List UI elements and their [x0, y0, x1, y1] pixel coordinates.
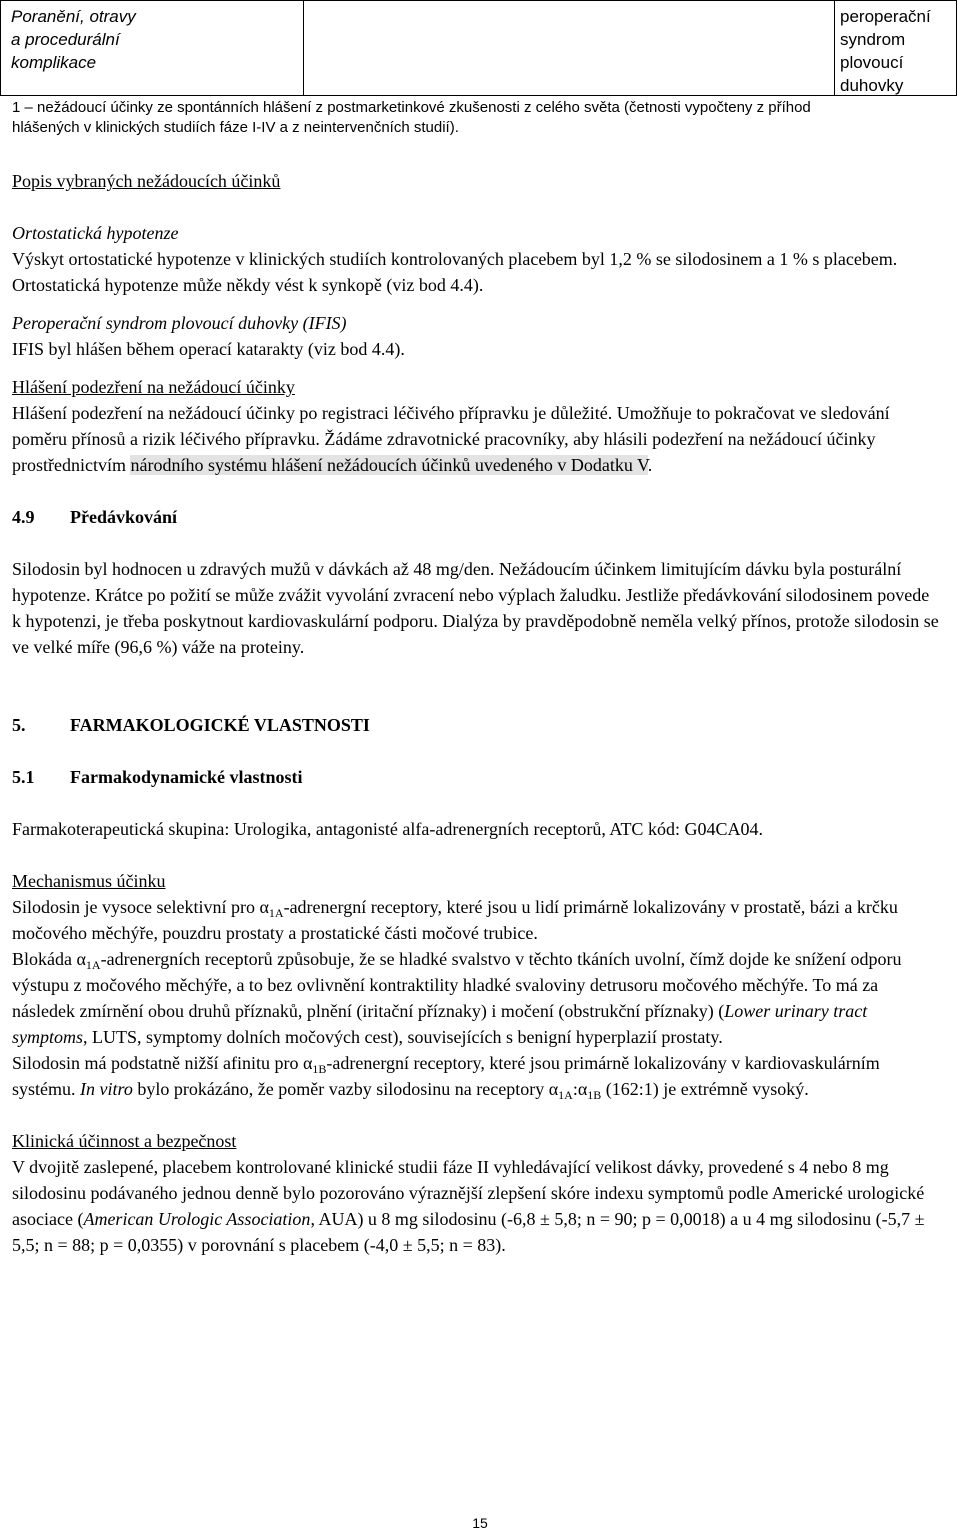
table-cell-line: plovoucí [840, 53, 904, 72]
ifis-title: Peroperační syndrom plovoucí duhovky (IFIS) [12, 313, 347, 333]
text-run-italic: In vitro [80, 1079, 133, 1099]
reporting-text-start: Hlášení podezření na nežádoucí účinky po registraci léčivého přípravku je důležité. Umožňuje to pokračovat ve sledování poměru přínosů a rizik léčivého přípravku. Žádáme zdravotnické pracovníky, aby hlásili podezření na nežádoucí účinky prostřednictvím [12, 403, 890, 475]
text-run-italic: Lower urinary tract symptoms [12, 1001, 868, 1047]
efficacy-title: Klinická účinnost a bezpečnost [12, 1131, 237, 1151]
section-title: Farmakodynamické vlastnosti [70, 767, 303, 787]
subscript: 1A [558, 1088, 573, 1102]
text-run: , LUTS, symptomy dolních močových cest), souvisejících s benigní hyperplazií prostaty. [83, 1027, 723, 1047]
section-number: 5.1 [12, 767, 35, 787]
orthostatic-title: Ortostatická hypotenze [12, 223, 179, 243]
section-title: Předávkování [70, 507, 178, 527]
text-run-italic: American Urologic Association [83, 1209, 311, 1229]
orthostatic-text: Výskyt ortostatické hypotenze v klinických studiích kontrolovaných placebem byl 1,2 % se silodosinem a 1 % s placebem. Ortostatická hypotenze může někdy vést k synkopě (viz bod 4.4). [12, 249, 898, 295]
subscript: 1B [312, 1062, 327, 1076]
table-cell-line: Poranění, otravy [11, 7, 136, 26]
text-run: V dvojitě zaslepené, placebem kontrolované klinické studii fáze II vyhledávající velikost dávky, provedené s 4 nebo 8 mg silodosinu podávaného jednou denně bylo pozorováno výraznější zlepšení skóre indexu symptomů podle Americké urologické asociace ( [12, 1157, 925, 1229]
text-run: Silodosin je vysoce selektivní pro α [12, 897, 269, 917]
table-cell-line: komplikace [11, 53, 97, 72]
table-cell-line: peroperační [840, 7, 931, 26]
footnote-line: hlášených v klinických studiích fáze I-IV a z neintervenčních studií). [12, 119, 459, 136]
mechanism-title: Mechanismus účinku [12, 871, 166, 891]
table-cell-line: syndrom [840, 30, 906, 49]
pharmacology-heading [12, 712, 942, 738]
table-footnote [12, 98, 912, 138]
table-cell-line: a procedurální [11, 30, 120, 49]
table-cell-reaction [835, 1, 957, 96]
reporting-text [12, 400, 942, 478]
text-run: bylo prokázáno, že poměr vazby silodosinu na receptory α [132, 1079, 559, 1099]
mechanism-paragraph-2 [12, 946, 942, 1050]
mechanism-paragraph-1 [12, 894, 942, 946]
efficacy-text [12, 1154, 942, 1258]
document-body [12, 168, 942, 1258]
selected-reactions-heading: Popis vybraných nežádoucích účinků [12, 171, 281, 191]
pharmacodynamics-heading [12, 764, 942, 790]
adverse-reactions-table-fragment [0, 0, 957, 96]
subscript: 1B [587, 1088, 602, 1102]
table-cell-organ-class [1, 1, 304, 96]
ifis-text: IFIS byl hlášen během operací katarakty (viz bod 4.4). [12, 339, 405, 359]
text-run: -adrenergních receptorů způsobuje, že se hladké svalstvo v těchto tkáních uvolní, čímž dojde ke snížení odporu výstupu z močového měchýře, a to bez ovlivnění kontraktility hladké svaloviny detrusoru močového měchýře. To má za následek zmírnění obou druhů příznaků, plnění (iritační příznaky) i močení (obstrukční příznaky) ( [12, 949, 902, 1021]
text-run: :α [572, 1079, 588, 1099]
table-cell-empty [304, 1, 835, 96]
page-number: 15 [472, 1515, 488, 1531]
text-run: , AUA) u 8 mg silodosinu (-6,8 ± 5,8; n = 90; p = 0,0018) a u 4 mg silodosinu (-5,7 ± 5,5; n = 88; p = 0,0355) v porovnání s placebem (-4,0 ± 5,5; n = 83). [12, 1209, 925, 1255]
section-number: 4.9 [12, 507, 35, 527]
mechanism-paragraph-3 [12, 1050, 942, 1102]
overdose-heading [12, 504, 942, 530]
pharmacotherapeutic-group: Farmakoterapeutická skupina: Urologika, antagonisté alfa-adrenergních receptorů, ATC kód: G04CA04. [12, 819, 763, 839]
overdose-text: Silodosin byl hodnocen u zdravých mužů v dávkách až 48 mg/den. Nežádoucím účinkem limitujícím dávku byla posturální hypotenze. Krátce po požití se může zvážit vyvolání zvracení nebo výplach žaludku. Jestliže předávkování silodosinem povede k hypotenzi, je třeba poskytnout kardiovaskulární podporu. Dialýza by pravděpodobně neměla velký přínos, protože silodosin se ve velké míře (96,6 %) váže na proteiny. [12, 559, 939, 657]
national-reporting-system-link[interactable]: národního systému hlášení nežádoucích účinků uvedeného v Dodatku V [130, 455, 648, 475]
section-number: 5. [12, 715, 26, 735]
text-run: Silodosin má podstatně nižší afinitu pro α [12, 1053, 313, 1073]
text-run: -adrenergní receptory, které jsou primárně lokalizovány v kardiovaskulárním systému. [12, 1053, 880, 1099]
subscript: 1A [268, 906, 284, 920]
reporting-text-end: . [647, 455, 653, 475]
subscript: 1A [85, 958, 101, 972]
reporting-title: Hlášení podezření na nežádoucí účinky [12, 377, 295, 397]
text-run: -adrenergní receptory, které jsou u lidí primárně lokalizovány v prostatě, bázi a krčku močového měchýře, pouzdru prostaty a prostatické části močové trubice. [12, 897, 898, 943]
table-cell-line: duhovky [840, 76, 904, 95]
text-run: Blokáda α [12, 949, 86, 969]
section-title: FARMAKOLOGICKÉ VLASTNOSTI [70, 715, 370, 735]
text-run: (162:1) je extrémně vysoký. [601, 1079, 809, 1099]
footnote-line: 1 – nežádoucí účinky ze spontánních hlášení z postmarketinkové zkušenosti z celého světa (četnosti vypočteny z příhod [12, 99, 811, 116]
